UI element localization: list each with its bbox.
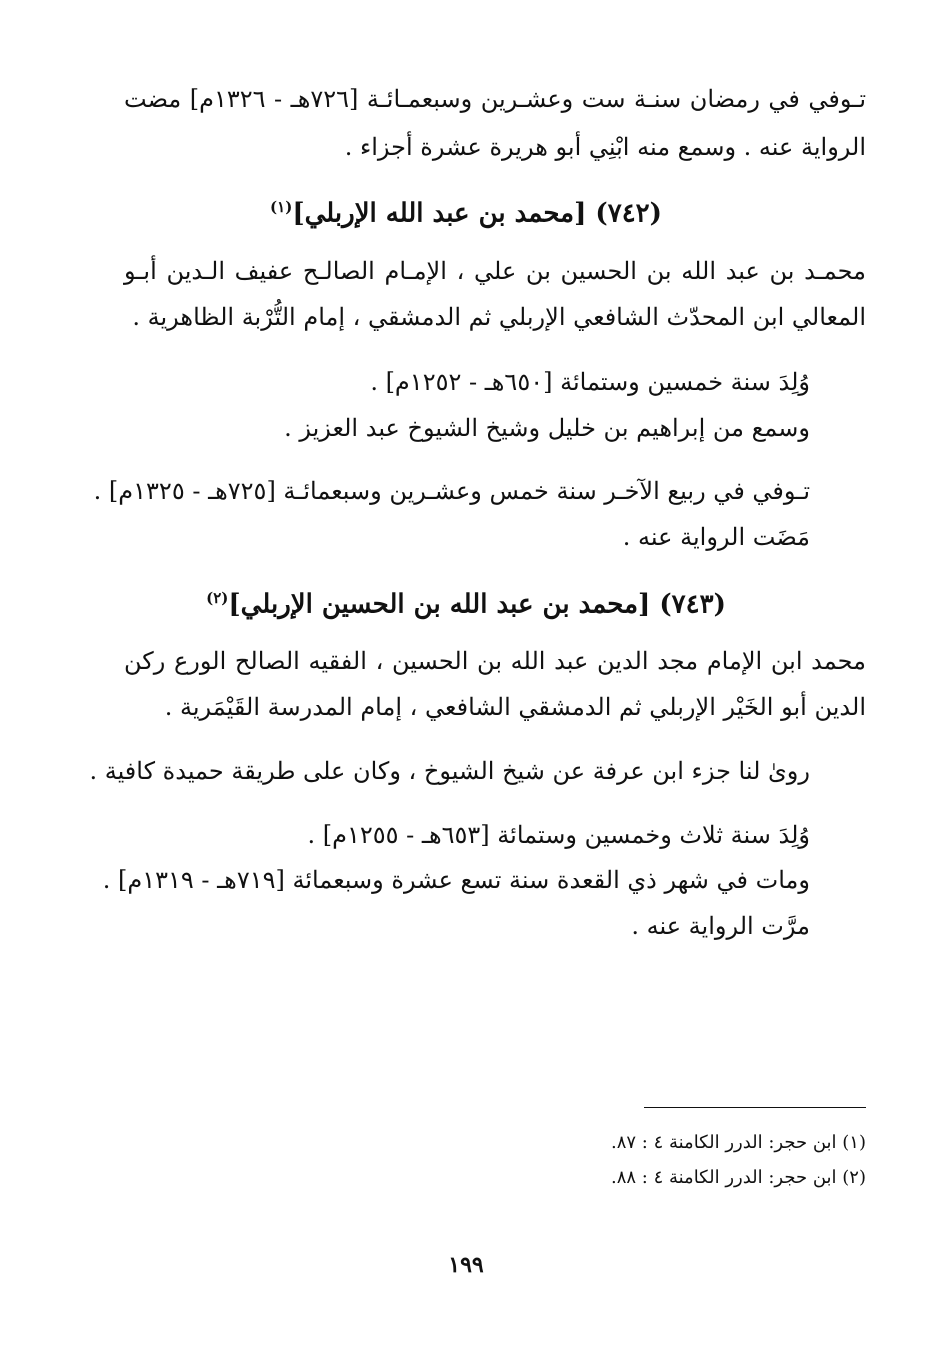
footnote-ref-2: (٢): [206, 589, 229, 607]
body-line-7: تـوفي في ربيع الآخـر سنة خمس وعشـرين وسبعمائـة [٧٢٥هـ - ١٣٢٥م] .: [93, 477, 810, 505]
entry-743-heading: [0, 580, 932, 623]
entry-743-title: (٧٤٣) [محمد بن عبد الله بن الحسين الإربلي]: [228, 589, 726, 620]
body-line-5: وُلِدَ سنة خمسين وستمائة [٦٥٠هـ - ١٢٥٢م] .: [370, 368, 810, 396]
body-line-10: الدين أبو الخَيْر الإربلي ثم الدمشقي الشافعي ، إمام المدرسة القَيْمَرية .: [164, 693, 866, 721]
body-line-4: المعالي ابن المحدّث الشافعي الإربلي ثم الدمشقي ، إمام التُّرْبة الظاهرية .: [132, 303, 866, 331]
footnote-ref-1: (١): [270, 198, 293, 216]
footnote-separator: [644, 1107, 866, 1108]
body-line-8: مَضَت الرواية عنه .: [622, 523, 810, 551]
entry-742-heading: [0, 189, 932, 232]
body-line-6: وسمع من إبراهيم بن خليل وشيخ الشيوخ عبد العزيز .: [284, 414, 810, 442]
page-number: ١٩٩: [448, 1252, 484, 1278]
body-line-1: تـوفي في رمضان سنـة ست وعشـرين وسبعمـائـة [٧٢٦هـ - ١٣٢٦م] مضت: [124, 85, 866, 113]
body-line-11: روىٰ لنا جزء ابن عرفة عن شيخ الشيوخ ، وكان على طريقة حميدة كافية .: [89, 757, 810, 785]
body-line-12: وُلِدَ سنة ثلاث وخمسين وستمائة [٦٥٣هـ - ١٢٥٥م] .: [307, 821, 810, 849]
body-line-13: ومات في شهر ذي القعدة سنة تسع عشرة وسبعمائة [٧١٩هـ - ١٣١٩م] .: [102, 866, 810, 894]
body-line-14: مرَّت الرواية عنه .: [631, 912, 810, 940]
body-line-3: محمـد بن عبد الله بن الحسين بن علي ، الإمـام الصالـح عفيف الـدين أبـو: [124, 257, 866, 285]
body-line-2: الرواية عنه . وسمع منه ابْنِي أبو هريرة عشرة أجزاء .: [344, 133, 866, 161]
footnote-1: (١) ابن حجر: الدرر الكامنة ٤ : ٨٧.: [610, 1132, 866, 1153]
footnote-2: (٢) ابن حجر: الدرر الكامنة ٤ : ٨٨.: [610, 1167, 866, 1188]
entry-742-title: (٧٤٢) [محمد بن عبد الله الإربلي]: [292, 198, 662, 229]
body-line-9: محمد ابن الإمام مجد الدين عبد الله بن الحسين ، الفقيه الصالح الورع ركن: [124, 647, 866, 675]
